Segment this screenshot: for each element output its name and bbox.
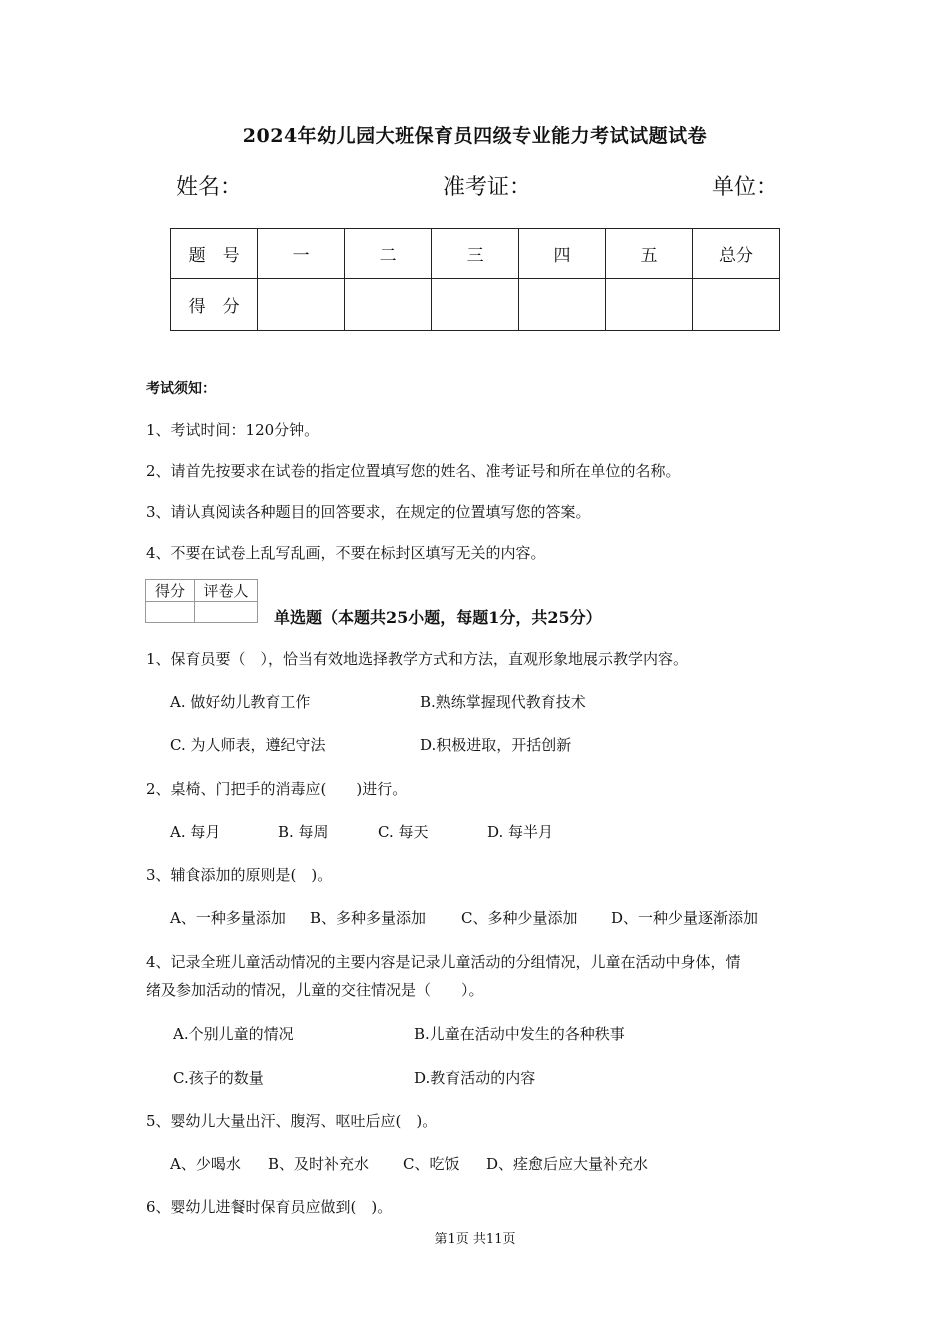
notice-item: 3、请认真阅读各种题目的回答要求，在规定的位置填写您的答案。 (146, 503, 591, 521)
section-heading: 单选题（本题共25小题，每题1分，共25分） (274, 608, 602, 627)
score-header-cell: 五 (606, 229, 693, 279)
answer-option[interactable]: A. 做好幼儿教育工作 (170, 693, 311, 711)
answer-option[interactable]: B.儿童在活动中发生的各种秩事 (414, 1025, 625, 1043)
unit-label: 单位： (712, 175, 779, 200)
answer-option[interactable]: C.孩子的数量 (173, 1069, 264, 1087)
notice-item: 4、不要在试卷上乱写乱画，不要在标封区填写无关的内容。 (146, 544, 546, 562)
answer-option[interactable]: D.教育活动的内容 (414, 1069, 536, 1087)
score-table (170, 228, 780, 331)
notice-item: 1、考试时间：120分钟。 (146, 421, 320, 439)
name-label: 姓名： (176, 175, 243, 200)
answer-option[interactable]: A、少喝水 (170, 1155, 241, 1173)
question-stem: 6、婴幼儿进餐时保育员应做到( )。 (146, 1198, 393, 1216)
score-cell[interactable] (606, 279, 693, 331)
answer-option[interactable]: D. 每半月 (487, 823, 554, 841)
score-header-cell: 二 (345, 229, 432, 279)
answer-option[interactable]: B、及时补充水 (268, 1155, 370, 1173)
notice-item: 2、请首先按要求在试卷的指定位置填写您的姓名、准考证号和所在单位的名称。 (146, 462, 681, 480)
question-stem-continued: 绪及参加活动的情况，儿童的交往情况是（ ）。 (146, 981, 484, 999)
score-cell[interactable] (345, 279, 432, 331)
answer-option[interactable]: D、痊愈后应大量补充水 (486, 1155, 649, 1173)
score-header-cell: 总分 (692, 229, 779, 279)
score-header-cell: 题 号 (171, 229, 258, 279)
score-cell[interactable] (519, 279, 606, 331)
answer-option[interactable]: A. 每月 (170, 823, 221, 841)
answer-option[interactable]: C. 为人师表，遵纪守法 (170, 736, 326, 754)
question-stem: 2、桌椅、门把手的消毒应( )进行。 (146, 780, 408, 798)
answer-option[interactable]: B.熟练掌握现代教育技术 (420, 693, 586, 711)
question-stem: 5、婴幼儿大量出汗、腹泻、呕吐后应( )。 (146, 1112, 438, 1130)
score-cell[interactable] (432, 279, 519, 331)
question-stem: 3、辅食添加的原则是( )。 (146, 866, 333, 884)
score-header-cell: 三 (432, 229, 519, 279)
answer-option[interactable]: C、吃饭 (403, 1155, 460, 1173)
answer-option[interactable]: C、多种少量添加 (461, 909, 578, 927)
answer-option[interactable]: A.个别儿童的情况 (173, 1025, 294, 1043)
grader-score-cell[interactable] (146, 602, 195, 623)
grader-box (145, 579, 258, 623)
grader-score-label: 得分 (146, 580, 195, 602)
score-row-label: 得 分 (171, 279, 258, 331)
answer-option[interactable]: A、一种多量添加 (170, 909, 286, 927)
question-stem: 4、记录全班儿童活动情况的主要内容是记录儿童活动的分组情况，儿童在活动中身体，情 (146, 953, 741, 971)
answer-option[interactable]: D.积极进取，开括创新 (420, 736, 572, 754)
answer-option[interactable]: D、一种少量逐渐添加 (611, 909, 759, 927)
page-footer: 第1页 共11页 (434, 1232, 516, 1247)
answer-option[interactable]: B. 每周 (278, 823, 329, 841)
grader-name-cell[interactable] (195, 602, 258, 623)
exam-title: 2024年幼儿园大班保育员四级专业能力考试试题试卷 (242, 125, 708, 147)
score-header-cell: 四 (519, 229, 606, 279)
score-table-header-row (171, 229, 780, 279)
score-table-score-row (171, 279, 780, 331)
answer-option[interactable]: C. 每天 (378, 823, 429, 841)
exam-id-label: 准考证： (443, 175, 532, 200)
notice-heading: 考试须知： (146, 381, 216, 397)
score-cell[interactable] (258, 279, 345, 331)
score-cell[interactable] (692, 279, 779, 331)
question-stem: 1、保育员要（ ），恰当有效地选择教学方式和方法，直观形象地展示教学内容。 (146, 650, 689, 668)
answer-option[interactable]: B、多种多量添加 (310, 909, 427, 927)
score-header-cell: 一 (258, 229, 345, 279)
grader-name-label: 评卷人 (195, 580, 258, 602)
